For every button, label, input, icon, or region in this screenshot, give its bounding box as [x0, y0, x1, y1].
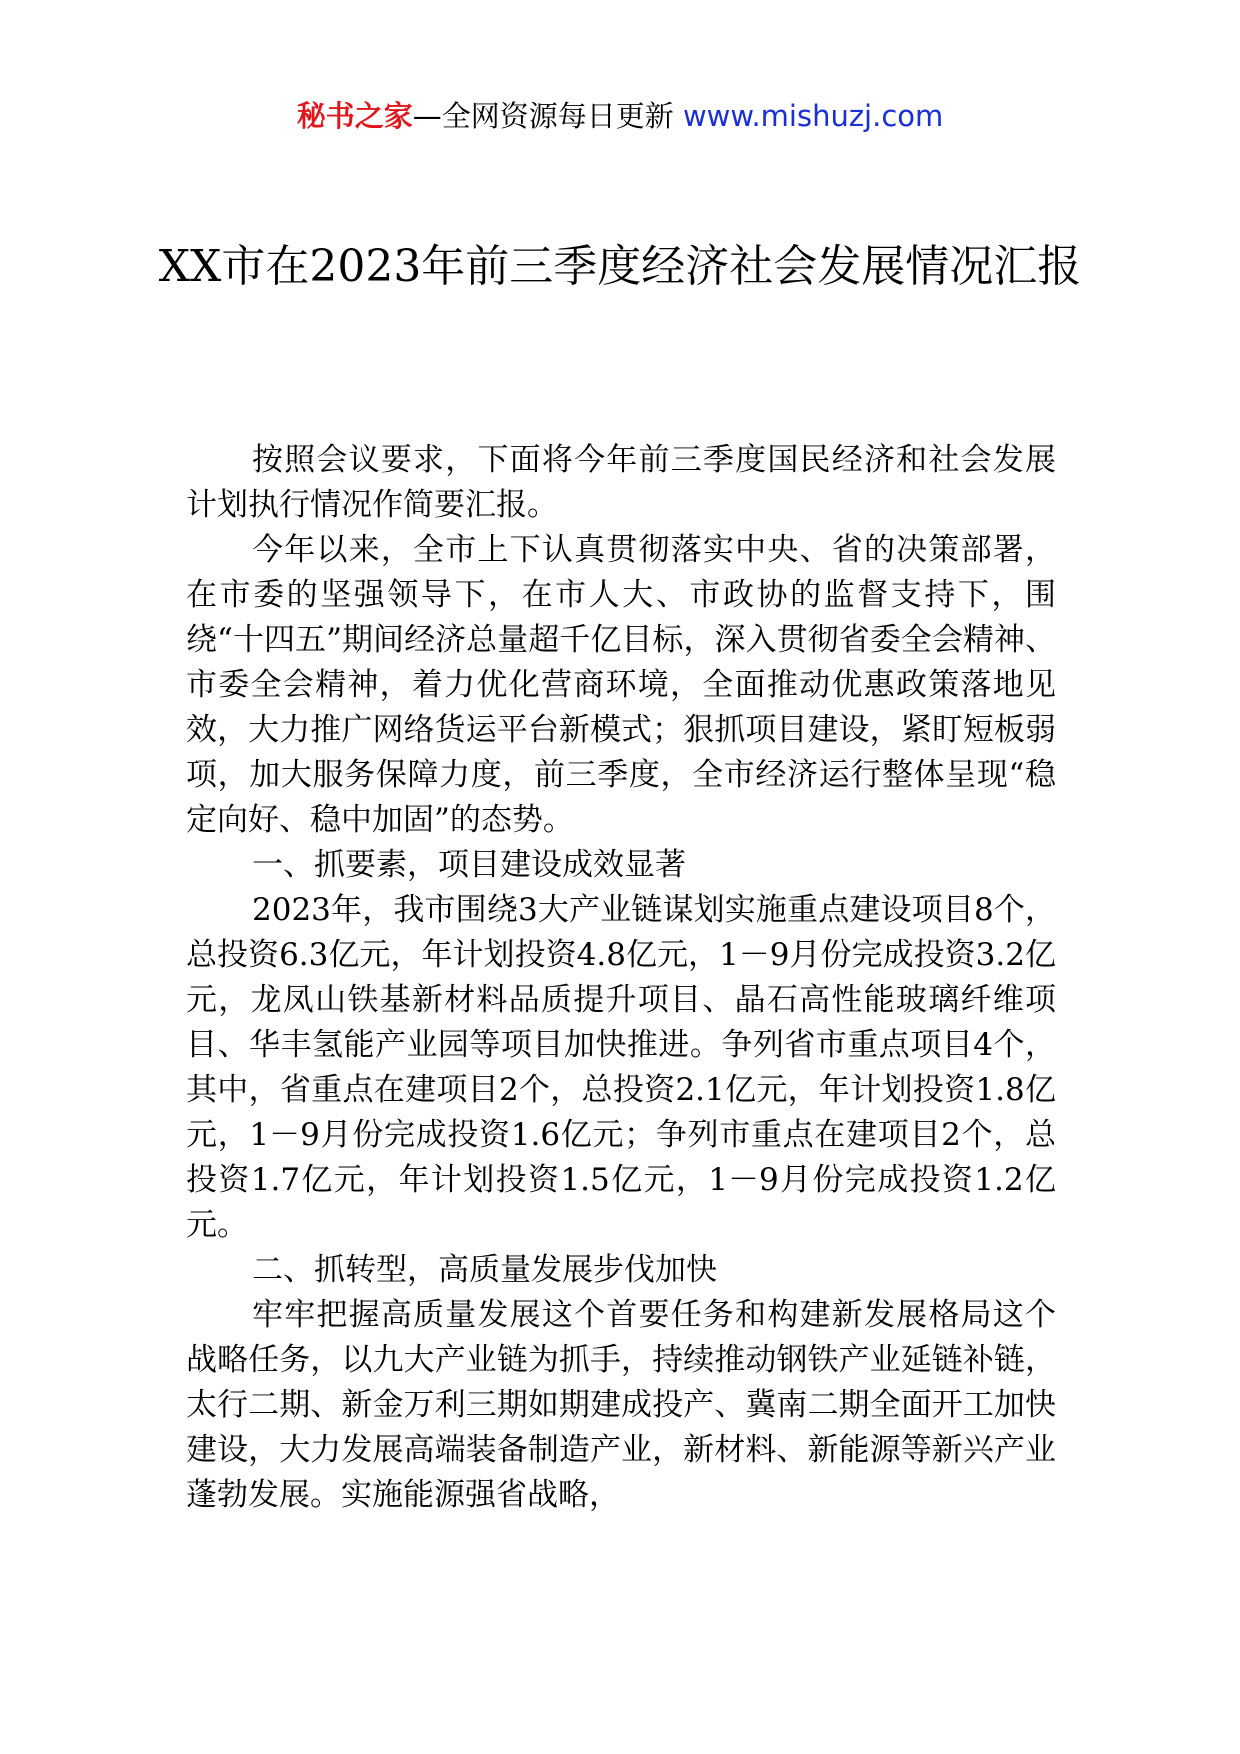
- document-title: XX市在2023年前三季度经济社会发展情况汇报: [158, 241, 1082, 292]
- site-brand: 秘书之家: [296, 99, 413, 133]
- section-heading-2: 二、抓转型，高质量发展步伐加快: [252, 1252, 717, 1288]
- section-heading-1: 一、抓要素，项目建设成效显著: [252, 847, 686, 883]
- site-header: [0, 96, 1240, 136]
- document-body: [186, 438, 1056, 1518]
- intro-paragraph: 按照会议要求，下面将今年前三季度国民经济和社会发展计划执行情况作简要汇报。: [186, 442, 1056, 523]
- section-paragraph-2: 牢牢把握高质量发展这个首要任务和构建新发展格局这个战略任务，以九大产业链为抓手，持续推动钢铁产业延链补链，太行二期、新金万利三期如期建成投产、冀南二期全面开工加快建设，大力发展高端装备制造产业，新材料、新能源等新兴产业蓬勃发展。实施能源强省战略，: [186, 1297, 1056, 1513]
- site-url-link[interactable]: www.mishuzj.com: [682, 99, 944, 133]
- section-paragraph-1: 2023年，我市围绕3大产业链谋划实施重点建设项目8个，总投资6.3亿元，年计划投资4.8亿元，1－9月份完成投资3.2亿元，龙凤山铁基新材料品质提升项目、晶石高性能玻璃纤维项目、华丰氢能产业园等项目加快推进。争列省市重点项目4个，其中，省重点在建项目2个，总投资2.1亿元，年计划投资1.8亿元，1－9月份完成投资1.6亿元；争列市重点在建项目2个，总投资1.7亿元，年计划投资1.5亿元，1－9月份完成投资1.2亿元。: [186, 892, 1056, 1243]
- site-tagline: —全网资源每日更新: [412, 99, 674, 133]
- overview-paragraph: 今年以来，全市上下认真贯彻落实中央、省的决策部署，在市委的坚强领导下，在市人大、市政协的监督支持下，围绕“十四五”期间经济总量超千亿目标，深入贯彻省委全会精神、市委全会精神，着力优化营商环境，全面推动优惠政策落地见效，大力推广网络货运平台新模式；狠抓项目建设，紧盯短板弱项，加大服务保障力度，前三季度，全市经济运行整体呈现“稳定向好、稳中加固”的态势。: [186, 532, 1056, 838]
